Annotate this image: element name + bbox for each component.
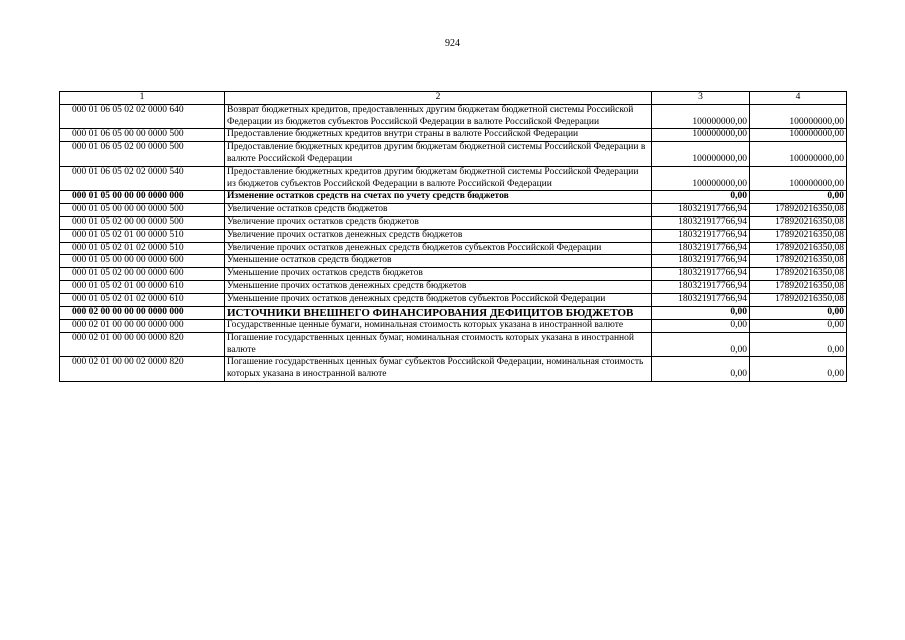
table-row — [60, 280, 847, 293]
row-value-1-cell: 100000000,00 — [652, 142, 750, 167]
row-value-2-cell: 0,00 — [750, 357, 847, 382]
row-code-cell: 000 01 05 00 00 00 0000 000 — [60, 191, 225, 204]
row-description-cell: Предоставление бюджетных кредитов другим бюджетам бюджетной системы Российской Федерации в валюте Российской Федерации — [225, 142, 652, 167]
row-description-cell: Уменьшение прочих остатков денежных средств бюджетов субъектов Российской Федерации — [225, 293, 652, 306]
row-value-2-cell: 0,00 — [750, 191, 847, 204]
row-description-cell: Погашение государственных ценных бумаг, номинальная стоимость которых указана в иностранной валюте — [225, 332, 652, 357]
row-value-1-cell: 0,00 — [652, 191, 750, 204]
table-row — [60, 229, 847, 242]
row-description-cell: Государственные ценные бумаги, номинальная стоимость которых указана в иностранной валюте — [225, 320, 652, 333]
row-code-cell: 000 02 00 00 00 00 0000 000 — [60, 306, 225, 320]
row-value-1-cell: 180321917766,94 — [652, 229, 750, 242]
row-code-cell: 000 02 01 00 00 00 0000 820 — [60, 332, 225, 357]
row-value-2-cell: 0,00 — [750, 320, 847, 333]
row-value-2-cell: 100000000,00 — [750, 166, 847, 191]
row-value-2-cell: 178920216350,08 — [750, 280, 847, 293]
row-description-cell: Погашение государственных ценных бумаг субъектов Российской Федерации, номинальная стоимость которых указана в иностранной валюте — [225, 357, 652, 382]
column-header-value-1: 3 — [652, 92, 750, 105]
row-description-cell: Увеличение прочих остатков денежных средств бюджетов субъектов Российской Федерации — [225, 242, 652, 255]
row-value-2-cell: 178920216350,08 — [750, 268, 847, 281]
table-row — [60, 204, 847, 217]
table-row — [60, 332, 847, 357]
row-value-1-cell: 0,00 — [652, 320, 750, 333]
row-description-cell: Увеличение прочих остатков денежных средств бюджетов — [225, 229, 652, 242]
row-value-1-cell: 180321917766,94 — [652, 242, 750, 255]
row-value-2-cell: 100000000,00 — [750, 104, 847, 129]
budget-sources-table — [59, 91, 847, 382]
row-description-cell: Увеличение прочих остатков средств бюджетов — [225, 216, 652, 229]
row-value-1-cell: 100000000,00 — [652, 166, 750, 191]
row-code-cell: 000 01 06 05 02 02 0000 540 — [60, 166, 225, 191]
table-row — [60, 142, 847, 167]
row-code-cell: 000 01 05 02 01 02 0000 510 — [60, 242, 225, 255]
table-row — [60, 255, 847, 268]
row-value-1-cell: 180321917766,94 — [652, 280, 750, 293]
row-value-2-cell: 178920216350,08 — [750, 229, 847, 242]
table-header-row — [60, 92, 847, 105]
row-value-2-cell: 178920216350,08 — [750, 216, 847, 229]
row-value-1-cell: 100000000,00 — [652, 129, 750, 142]
row-value-2-cell: 0,00 — [750, 332, 847, 357]
table-row — [60, 293, 847, 306]
table-row — [60, 216, 847, 229]
row-description-cell: Возврат бюджетных кредитов, предоставленных другим бюджетам бюджетной системы Российской Федерации из бюджетов субъектов Российской Федерации в валюте Российской Федерации — [225, 104, 652, 129]
row-description-cell: Уменьшение прочих остатков денежных средств бюджетов — [225, 280, 652, 293]
row-code-cell: 000 01 05 02 01 02 0000 610 — [60, 293, 225, 306]
table-row — [60, 129, 847, 142]
row-value-1-cell: 180321917766,94 — [652, 216, 750, 229]
column-header-value-2: 4 — [750, 92, 847, 105]
row-description-cell: Изменение остатков средств на счетах по учету средств бюджетов — [225, 191, 652, 204]
table-row — [60, 104, 847, 129]
row-description-cell: Увеличение остатков средств бюджетов — [225, 204, 652, 217]
row-code-cell: 000 01 05 02 00 00 0000 600 — [60, 268, 225, 281]
row-description-cell: Предоставление бюджетных кредитов другим бюджетам бюджетной системы Российской Федерации из бюджетов субъектов Российской Федерации в валюте Российской Федерации — [225, 166, 652, 191]
page-number: 924 — [445, 38, 460, 49]
table-row — [60, 242, 847, 255]
row-code-cell: 000 01 05 02 01 00 0000 610 — [60, 280, 225, 293]
row-value-1-cell: 0,00 — [652, 306, 750, 320]
table-row — [60, 320, 847, 333]
row-value-2-cell: 178920216350,08 — [750, 204, 847, 217]
row-code-cell: 000 01 06 05 02 00 0000 500 — [60, 142, 225, 167]
row-value-1-cell: 180321917766,94 — [652, 204, 750, 217]
row-value-2-cell: 178920216350,08 — [750, 255, 847, 268]
table-row — [60, 268, 847, 281]
row-value-1-cell: 180321917766,94 — [652, 293, 750, 306]
row-code-cell: 000 01 06 05 00 00 0000 500 — [60, 129, 225, 142]
column-header-name: 2 — [225, 92, 652, 105]
row-code-cell: 000 01 05 02 00 00 0000 500 — [60, 216, 225, 229]
table-row — [60, 357, 847, 382]
row-code-cell: 000 02 01 00 00 00 0000 000 — [60, 320, 225, 333]
row-code-cell: 000 01 05 00 00 00 0000 600 — [60, 255, 225, 268]
row-value-1-cell: 100000000,00 — [652, 104, 750, 129]
row-value-2-cell: 178920216350,08 — [750, 242, 847, 255]
row-description-cell: ИСТОЧНИКИ ВНЕШНЕГО ФИНАНСИРОВАНИЯ ДЕФИЦИТОВ БЮДЖЕТОВ — [225, 306, 652, 320]
table-row — [60, 306, 847, 320]
row-value-1-cell: 0,00 — [652, 332, 750, 357]
row-code-cell: 000 01 05 00 00 00 0000 500 — [60, 204, 225, 217]
row-value-1-cell: 180321917766,94 — [652, 268, 750, 281]
row-description-cell: Уменьшение остатков средств бюджетов — [225, 255, 652, 268]
row-code-cell: 000 01 05 02 01 00 0000 510 — [60, 229, 225, 242]
row-value-2-cell: 100000000,00 — [750, 142, 847, 167]
row-value-2-cell: 0,00 — [750, 306, 847, 320]
row-code-cell: 000 01 06 05 02 02 0000 640 — [60, 104, 225, 129]
row-value-2-cell: 178920216350,08 — [750, 293, 847, 306]
table-row — [60, 191, 847, 204]
row-description-cell: Уменьшение прочих остатков средств бюджетов — [225, 268, 652, 281]
row-value-1-cell: 180321917766,94 — [652, 255, 750, 268]
row-value-1-cell: 0,00 — [652, 357, 750, 382]
row-description-cell: Предоставление бюджетных кредитов внутри страны в валюте Российской Федерации — [225, 129, 652, 142]
row-value-2-cell: 100000000,00 — [750, 129, 847, 142]
table-row — [60, 166, 847, 191]
column-header-code: 1 — [60, 92, 225, 105]
row-code-cell: 000 02 01 00 00 02 0000 820 — [60, 357, 225, 382]
